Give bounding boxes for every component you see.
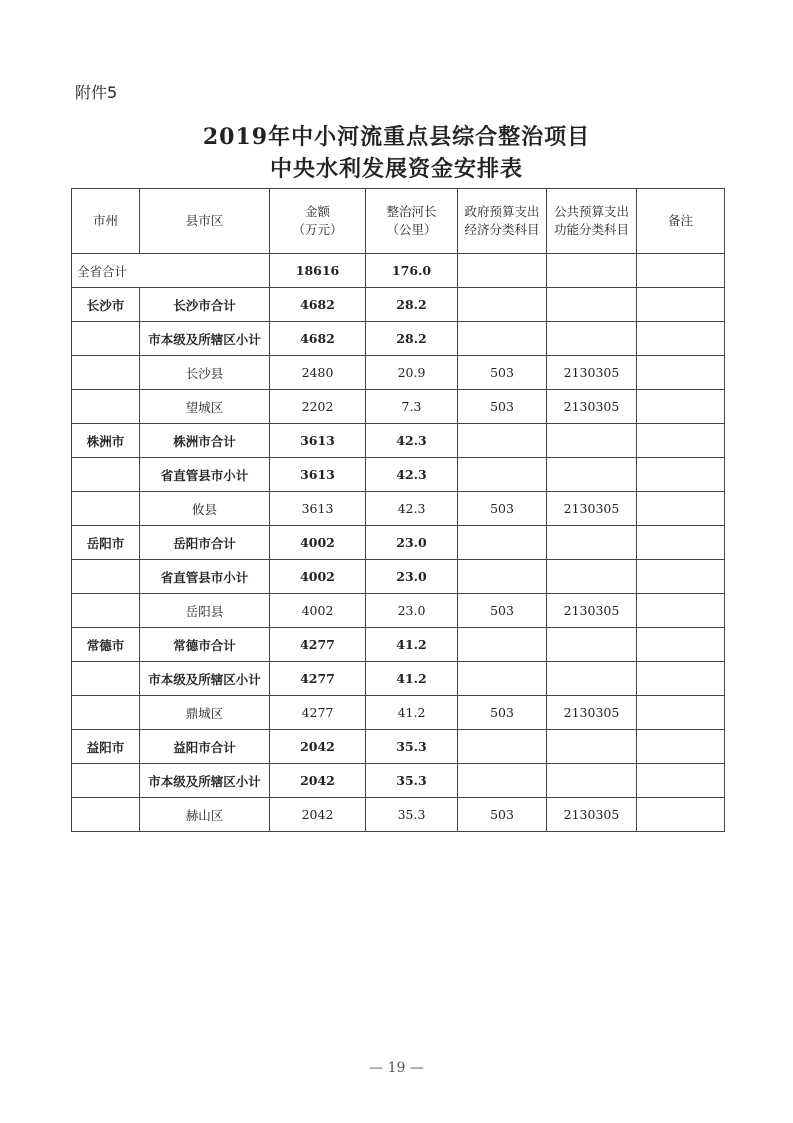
subtotal-row xyxy=(72,458,725,492)
empty-cell xyxy=(637,696,725,730)
empty-cell xyxy=(547,322,637,356)
empty-cell xyxy=(458,628,547,662)
county-length: 7.3 xyxy=(366,390,458,424)
city-name: 长沙市 xyxy=(72,288,140,322)
empty-cell xyxy=(72,798,140,832)
empty-cell xyxy=(637,560,725,594)
county-amount: 3613 xyxy=(270,492,366,526)
subtotal-length: 28.2 xyxy=(366,322,458,356)
header-row xyxy=(72,189,725,254)
county-row xyxy=(72,696,725,730)
county-func-class: 2130305 xyxy=(547,492,637,526)
empty-cell xyxy=(547,730,637,764)
city-total-amount: 4682 xyxy=(270,288,366,322)
subtotal-name: 市本级及所辖区小计 xyxy=(140,662,270,696)
county-econ-class: 503 xyxy=(458,798,547,832)
county-row xyxy=(72,594,725,628)
total-amount: 18616 xyxy=(270,254,366,288)
county-amount: 2480 xyxy=(270,356,366,390)
county-row xyxy=(72,390,725,424)
county-func-class: 2130305 xyxy=(547,594,637,628)
empty-cell xyxy=(458,662,547,696)
empty-cell xyxy=(637,594,725,628)
city-total-amount: 2042 xyxy=(270,730,366,764)
header-amount: 金额 （万元） xyxy=(270,189,366,254)
city-total-name: 长沙市合计 xyxy=(140,288,270,322)
city-total-name: 常德市合计 xyxy=(140,628,270,662)
empty-cell xyxy=(637,798,725,832)
subtotal-name: 市本级及所辖区小计 xyxy=(140,764,270,798)
subtotal-amount: 4682 xyxy=(270,322,366,356)
city-name: 株洲市 xyxy=(72,424,140,458)
empty-cell xyxy=(637,526,725,560)
total-label: 全省合计 xyxy=(72,254,270,288)
county-length: 35.3 xyxy=(366,798,458,832)
subtotal-length: 42.3 xyxy=(366,458,458,492)
city-total-amount: 4002 xyxy=(270,526,366,560)
subtotal-row xyxy=(72,764,725,798)
empty-cell xyxy=(458,560,547,594)
empty-cell xyxy=(637,424,725,458)
county-name: 望城区 xyxy=(140,390,270,424)
county-func-class: 2130305 xyxy=(547,696,637,730)
header-county: 县市区 xyxy=(140,189,270,254)
county-name: 长沙县 xyxy=(140,356,270,390)
city-total-row xyxy=(72,526,725,560)
county-func-class: 2130305 xyxy=(547,356,637,390)
empty-cell xyxy=(637,730,725,764)
city-name: 常德市 xyxy=(72,628,140,662)
subtotal-row xyxy=(72,322,725,356)
empty-cell xyxy=(458,424,547,458)
empty-cell xyxy=(458,288,547,322)
empty-cell xyxy=(72,594,140,628)
county-func-class: 2130305 xyxy=(547,390,637,424)
city-total-length: 41.2 xyxy=(366,628,458,662)
subtotal-amount: 4002 xyxy=(270,560,366,594)
empty-cell xyxy=(458,730,547,764)
county-name: 岳阳县 xyxy=(140,594,270,628)
header-note: 备注 xyxy=(637,189,725,254)
city-total-row xyxy=(72,628,725,662)
empty-cell xyxy=(547,764,637,798)
county-length: 20.9 xyxy=(366,356,458,390)
county-amount: 4002 xyxy=(270,594,366,628)
empty-cell xyxy=(637,322,725,356)
county-amount: 2202 xyxy=(270,390,366,424)
county-row xyxy=(72,798,725,832)
city-total-amount: 4277 xyxy=(270,628,366,662)
city-total-name: 益阳市合计 xyxy=(140,730,270,764)
empty-cell xyxy=(72,356,140,390)
empty-cell xyxy=(547,526,637,560)
total-length: 176.0 xyxy=(366,254,458,288)
empty-cell xyxy=(637,492,725,526)
empty-cell xyxy=(458,322,547,356)
header-econ-class: 政府预算支出 经济分类科目 xyxy=(458,189,547,254)
county-name: 攸县 xyxy=(140,492,270,526)
empty-cell xyxy=(547,458,637,492)
empty-cell xyxy=(72,560,140,594)
allocation-table xyxy=(71,188,725,832)
subtotal-amount: 4277 xyxy=(270,662,366,696)
city-total-row xyxy=(72,730,725,764)
empty-cell xyxy=(72,492,140,526)
county-length: 41.2 xyxy=(366,696,458,730)
county-econ-class: 503 xyxy=(458,492,547,526)
county-amount: 4277 xyxy=(270,696,366,730)
total-row xyxy=(72,254,725,288)
empty-cell xyxy=(637,288,725,322)
city-total-row xyxy=(72,424,725,458)
subtotal-amount: 2042 xyxy=(270,764,366,798)
county-econ-class: 503 xyxy=(458,390,547,424)
county-amount: 2042 xyxy=(270,798,366,832)
empty-cell xyxy=(72,696,140,730)
empty-cell xyxy=(637,764,725,798)
subtotal-length: 41.2 xyxy=(366,662,458,696)
city-total-name: 株洲市合计 xyxy=(140,424,270,458)
empty-cell xyxy=(458,526,547,560)
city-total-length: 35.3 xyxy=(366,730,458,764)
empty-cell xyxy=(72,390,140,424)
subtotal-length: 35.3 xyxy=(366,764,458,798)
attachment-label: 附件5 xyxy=(75,83,118,102)
subtotal-name: 省直管县市小计 xyxy=(140,458,270,492)
empty-cell xyxy=(72,662,140,696)
county-row xyxy=(72,492,725,526)
city-total-length: 23.0 xyxy=(366,526,458,560)
empty-cell xyxy=(637,390,725,424)
county-length: 23.0 xyxy=(366,594,458,628)
empty-cell xyxy=(637,458,725,492)
city-total-name: 岳阳市合计 xyxy=(140,526,270,560)
empty-cell xyxy=(547,424,637,458)
county-name: 赫山区 xyxy=(140,798,270,832)
title-line-2: 中央水利发展资金安排表 xyxy=(269,156,523,182)
empty-cell xyxy=(72,458,140,492)
empty-cell xyxy=(547,560,637,594)
subtotal-name: 省直管县市小计 xyxy=(140,560,270,594)
county-name: 鼎城区 xyxy=(140,696,270,730)
subtotal-row xyxy=(72,560,725,594)
county-econ-class: 503 xyxy=(458,356,547,390)
empty-cell xyxy=(547,288,637,322)
county-econ-class: 503 xyxy=(458,594,547,628)
empty-cell xyxy=(458,764,547,798)
subtotal-row xyxy=(72,662,725,696)
empty-cell xyxy=(458,458,547,492)
empty-cell xyxy=(547,628,637,662)
subtotal-name: 市本级及所辖区小计 xyxy=(140,322,270,356)
empty-cell xyxy=(72,322,140,356)
header-city: 市州 xyxy=(72,189,140,254)
city-total-length: 42.3 xyxy=(366,424,458,458)
empty-cell xyxy=(637,356,725,390)
city-total-length: 28.2 xyxy=(366,288,458,322)
empty-cell xyxy=(547,662,637,696)
county-func-class: 2130305 xyxy=(547,798,637,832)
header-func-class: 公共预算支出 功能分类科目 xyxy=(547,189,637,254)
empty-cell xyxy=(72,764,140,798)
header-river-length: 整治河长 （公里） xyxy=(366,189,458,254)
title-line-1: 2019年中小河流重点县综合整治项目 xyxy=(202,124,591,150)
empty-cell xyxy=(637,628,725,662)
county-length: 42.3 xyxy=(366,492,458,526)
city-total-row xyxy=(72,288,725,322)
city-name: 益阳市 xyxy=(72,730,140,764)
page-number: — 19 — xyxy=(369,1060,424,1076)
subtotal-length: 23.0 xyxy=(366,560,458,594)
empty-cell xyxy=(637,662,725,696)
subtotal-amount: 3613 xyxy=(270,458,366,492)
county-econ-class: 503 xyxy=(458,696,547,730)
city-name: 岳阳市 xyxy=(72,526,140,560)
county-row xyxy=(72,356,725,390)
city-total-amount: 3613 xyxy=(270,424,366,458)
